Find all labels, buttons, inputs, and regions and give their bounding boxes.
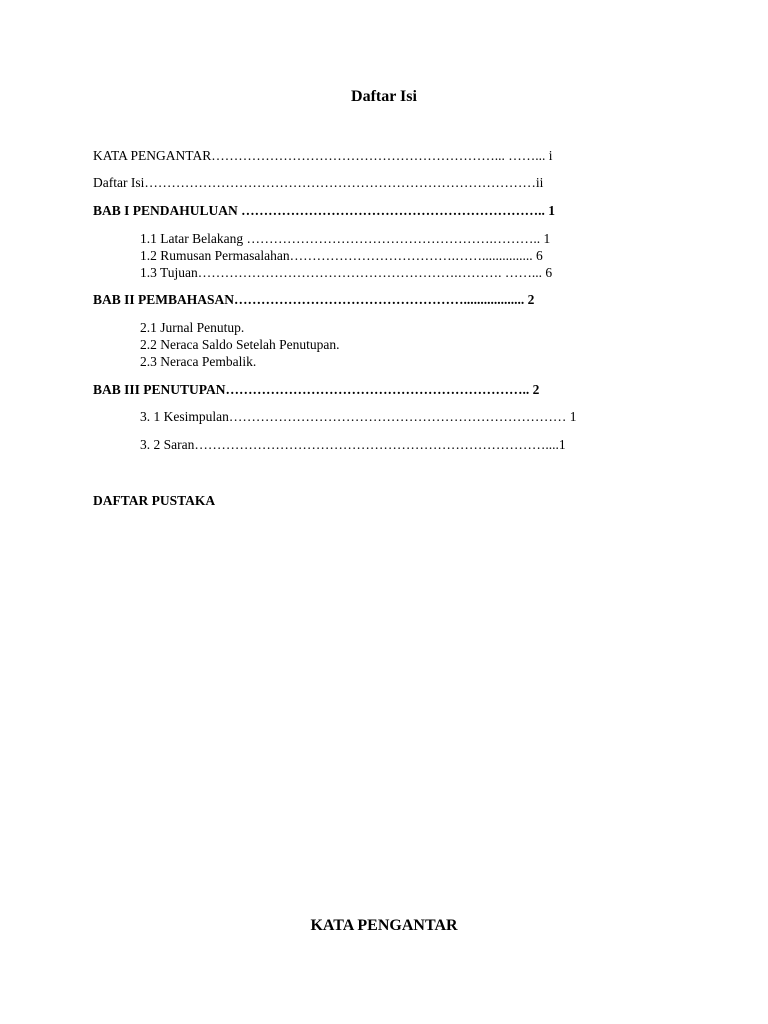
toc-entry-kata-pengantar: KATA PENGANTAR………………………………………………………... ……... i [93, 148, 553, 163]
toc-entry-2-3: 2.3 Neraca Pembalik. [140, 354, 257, 369]
toc-entry-3-2: 3. 2 Saran……………………………………………………………………....1 [140, 437, 566, 452]
toc-entry-2-1: 2.1 Jurnal Penutup. [140, 320, 245, 335]
page-title: Daftar Isi [351, 88, 417, 105]
toc-entry-bab3: BAB III PENUTUPAN………………………………………………………….. 2 [93, 382, 540, 397]
toc-entry-daftar-isi: Daftar Isi……………………………………………………………………………ii [93, 175, 544, 190]
toc-entry-1-2: 1.2 Rumusan Permasalahan……………………………….……............... 6 [140, 248, 543, 263]
toc-entry-1-1: 1.1 Latar Belakang ……………………………………………….……….. 1 [140, 231, 551, 246]
toc-entry-bab1: BAB I PENDAHULUAN ………………………………………………………….. 1 [93, 203, 556, 218]
toc-entry-1-3: 1.3 Tujuan………………………………………………….………. ……... 6 [140, 265, 553, 280]
toc-entry-2-2: 2.2 Neraca Saldo Setelah Penutupan. [140, 337, 340, 352]
next-section-heading: KATA PENGANTAR [310, 917, 458, 934]
toc-entry-3-1: 3. 1 Kesimpulan………………………………………………………………… 1 [140, 409, 577, 424]
toc-entry-daftar-pustaka: DAFTAR PUSTAKA [93, 493, 216, 508]
toc-entry-bab2: BAB II PEMBAHASAN…………………………………………….................. 2 [93, 292, 535, 307]
